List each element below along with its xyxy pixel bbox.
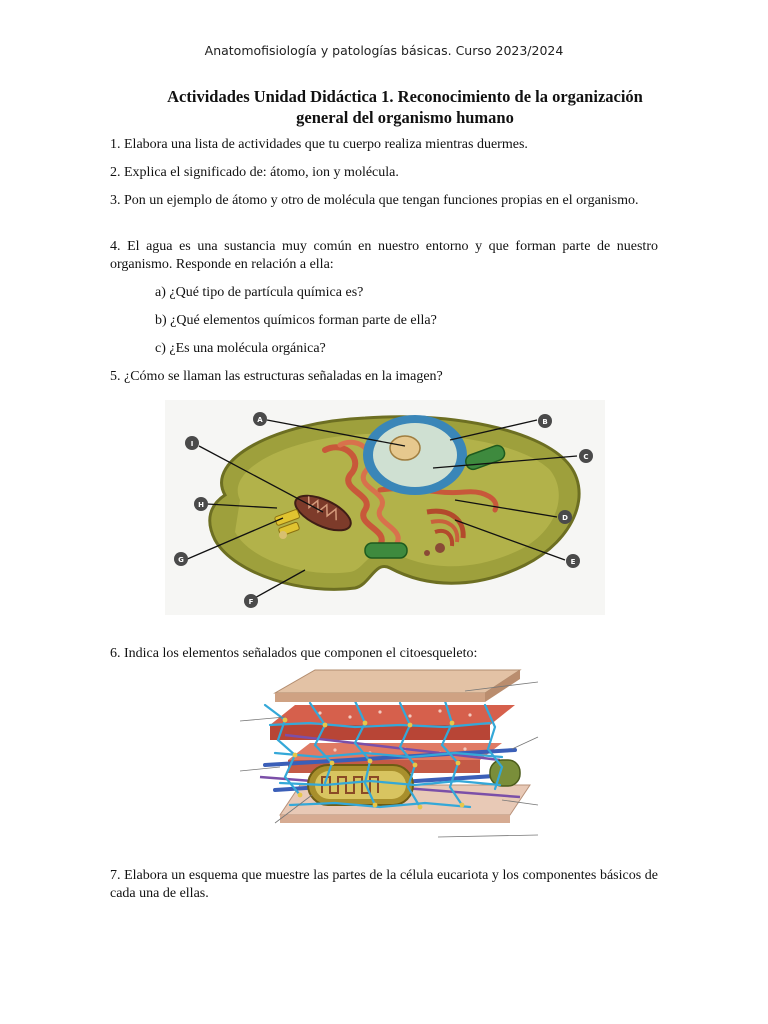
question-4c: c) ¿Es una molécula orgánica? bbox=[155, 341, 326, 356]
svg-text:H: H bbox=[198, 501, 204, 509]
svg-text:I: I bbox=[190, 440, 194, 448]
animal-cell-illustration bbox=[165, 400, 605, 615]
question-2: 2. Explica el significado de: átomo, ion y molécula. bbox=[110, 165, 399, 180]
question-4b: b) ¿Qué elementos químicos forman parte de ella? bbox=[155, 313, 437, 328]
cell-label-c bbox=[579, 449, 593, 463]
question-3: 3. Pon un ejemplo de átomo y otro de molécula que tengan funciones propias en el organismo. bbox=[110, 193, 639, 208]
cell-label-d bbox=[558, 510, 572, 524]
svg-text:E: E bbox=[570, 558, 576, 566]
question-6: 6. Indica los elementos señalados que componen el citoesqueleto: bbox=[110, 646, 478, 661]
svg-text:F: F bbox=[248, 598, 254, 606]
question-1: 1. Elabora una lista de actividades que tu cuerpo realiza mientras duermes. bbox=[110, 137, 528, 152]
cell-label-e bbox=[566, 554, 580, 568]
cell-label-f bbox=[244, 594, 258, 608]
title-line-2: general del organismo humano bbox=[296, 108, 514, 127]
question-7: 7. Elabora un esquema que muestre las partes de la célula eucariota y los componentes básicos de cada una de ellas. bbox=[110, 868, 658, 901]
question-4a: a) ¿Qué tipo de partícula química es? bbox=[155, 285, 364, 300]
question-4: 4. El agua es una sustancia muy común en nuestro entorno y que forman parte de nuestro organismo. Responde en relación a ella: bbox=[110, 239, 658, 272]
svg-text:B: B bbox=[542, 418, 548, 426]
svg-text:D: D bbox=[562, 514, 568, 522]
cell-label-i bbox=[185, 436, 199, 450]
question-5: 5. ¿Cómo se llaman las estructuras señaladas en la imagen? bbox=[110, 369, 443, 384]
title-line-1: Actividades Unidad Didáctica 1. Reconocimiento de la organización bbox=[167, 87, 643, 106]
cell-label-g bbox=[174, 552, 188, 566]
svg-text:A: A bbox=[257, 416, 263, 424]
page-title bbox=[110, 86, 700, 128]
cell-label-a bbox=[253, 412, 267, 426]
cell-label-h bbox=[194, 497, 208, 511]
page-header: Anatomofisiología y patologías básicas. Curso 2023/2024 bbox=[204, 43, 564, 58]
svg-text:C: C bbox=[583, 453, 589, 461]
svg-text:G: G bbox=[178, 556, 184, 564]
cytoskeleton-illustration bbox=[240, 665, 540, 850]
cell-label-b bbox=[538, 414, 552, 428]
